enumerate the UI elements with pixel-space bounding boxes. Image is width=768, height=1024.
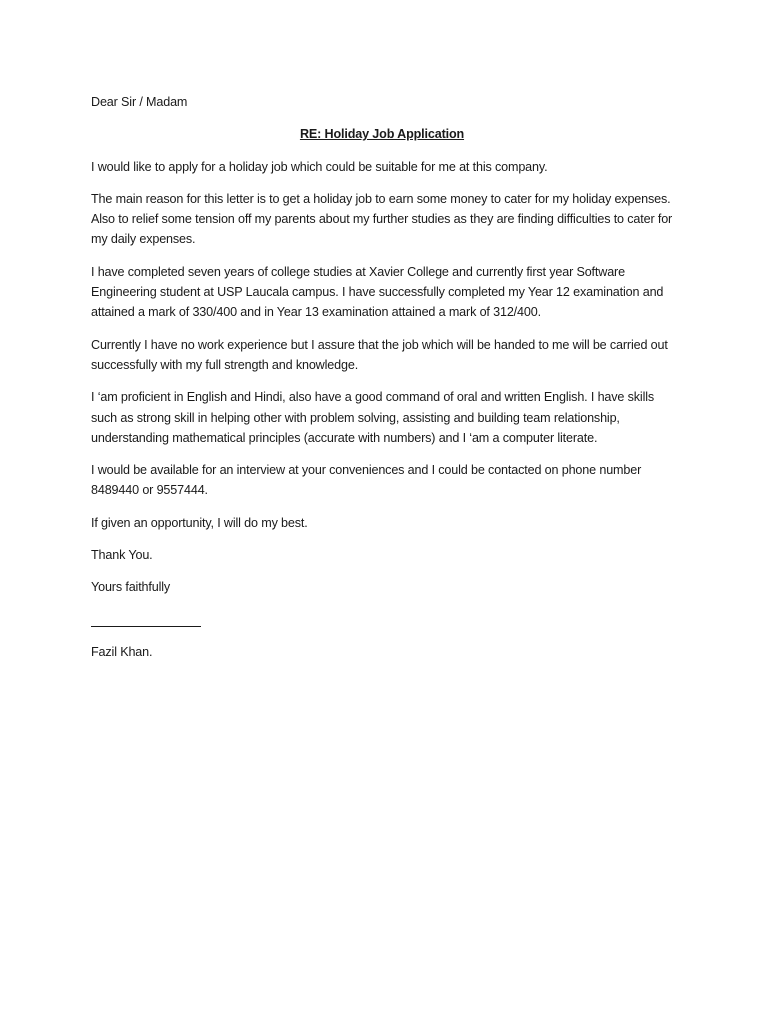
paragraph-education: I have completed seven years of college studies at Xavier College and currently first year Software Engineering student at USP Laucala campus. I have successfully completed my Year 12 examination and attained a mark of 330/400 and in Year 13 examination attained a mark of 312/400. <box>91 264 664 320</box>
closing-line: Yours faithfully <box>91 580 171 595</box>
subject-line: RE: Holiday Job Application <box>299 127 465 142</box>
paragraph-skills: I ‘am proficient in English and Hindi, also have a good command of oral and written English. I have skills such as strong skill in helping other with problem solving, assisting and building team relationship, understanding mathematical principles (accurate with numbers) and I ‘am a computer literate. <box>91 390 655 445</box>
salutation: Dear Sir / Madam <box>91 95 188 109</box>
letter-body <box>91 92 681 662</box>
signer-name: Fazil Khan. <box>91 644 153 659</box>
thanks-line: Thank You. <box>91 548 153 563</box>
paragraph-commitment: If given an opportunity, I will do my best. <box>91 515 308 530</box>
signature-line <box>91 610 681 630</box>
paragraph-availability: I would be available for an interview at your conveniences and I could be contacted on phone number 8489440 or 9557444. <box>91 463 642 498</box>
paragraph-experience: Currently I have no work experience but I assure that the job which will be handed to me will be carried out successfully with my full strength and knowledge. <box>91 337 668 372</box>
paragraph-intro: I would like to apply for a holiday job which could be suitable for me at this company. <box>91 159 548 174</box>
paragraph-reason: The main reason for this letter is to get a holiday job to earn some money to cater for my holiday expenses. Also to relief some tension off my parents about my further studies as they are finding difficulties to cater for my daily expenses. <box>91 191 673 247</box>
signature-rule <box>91 626 201 627</box>
